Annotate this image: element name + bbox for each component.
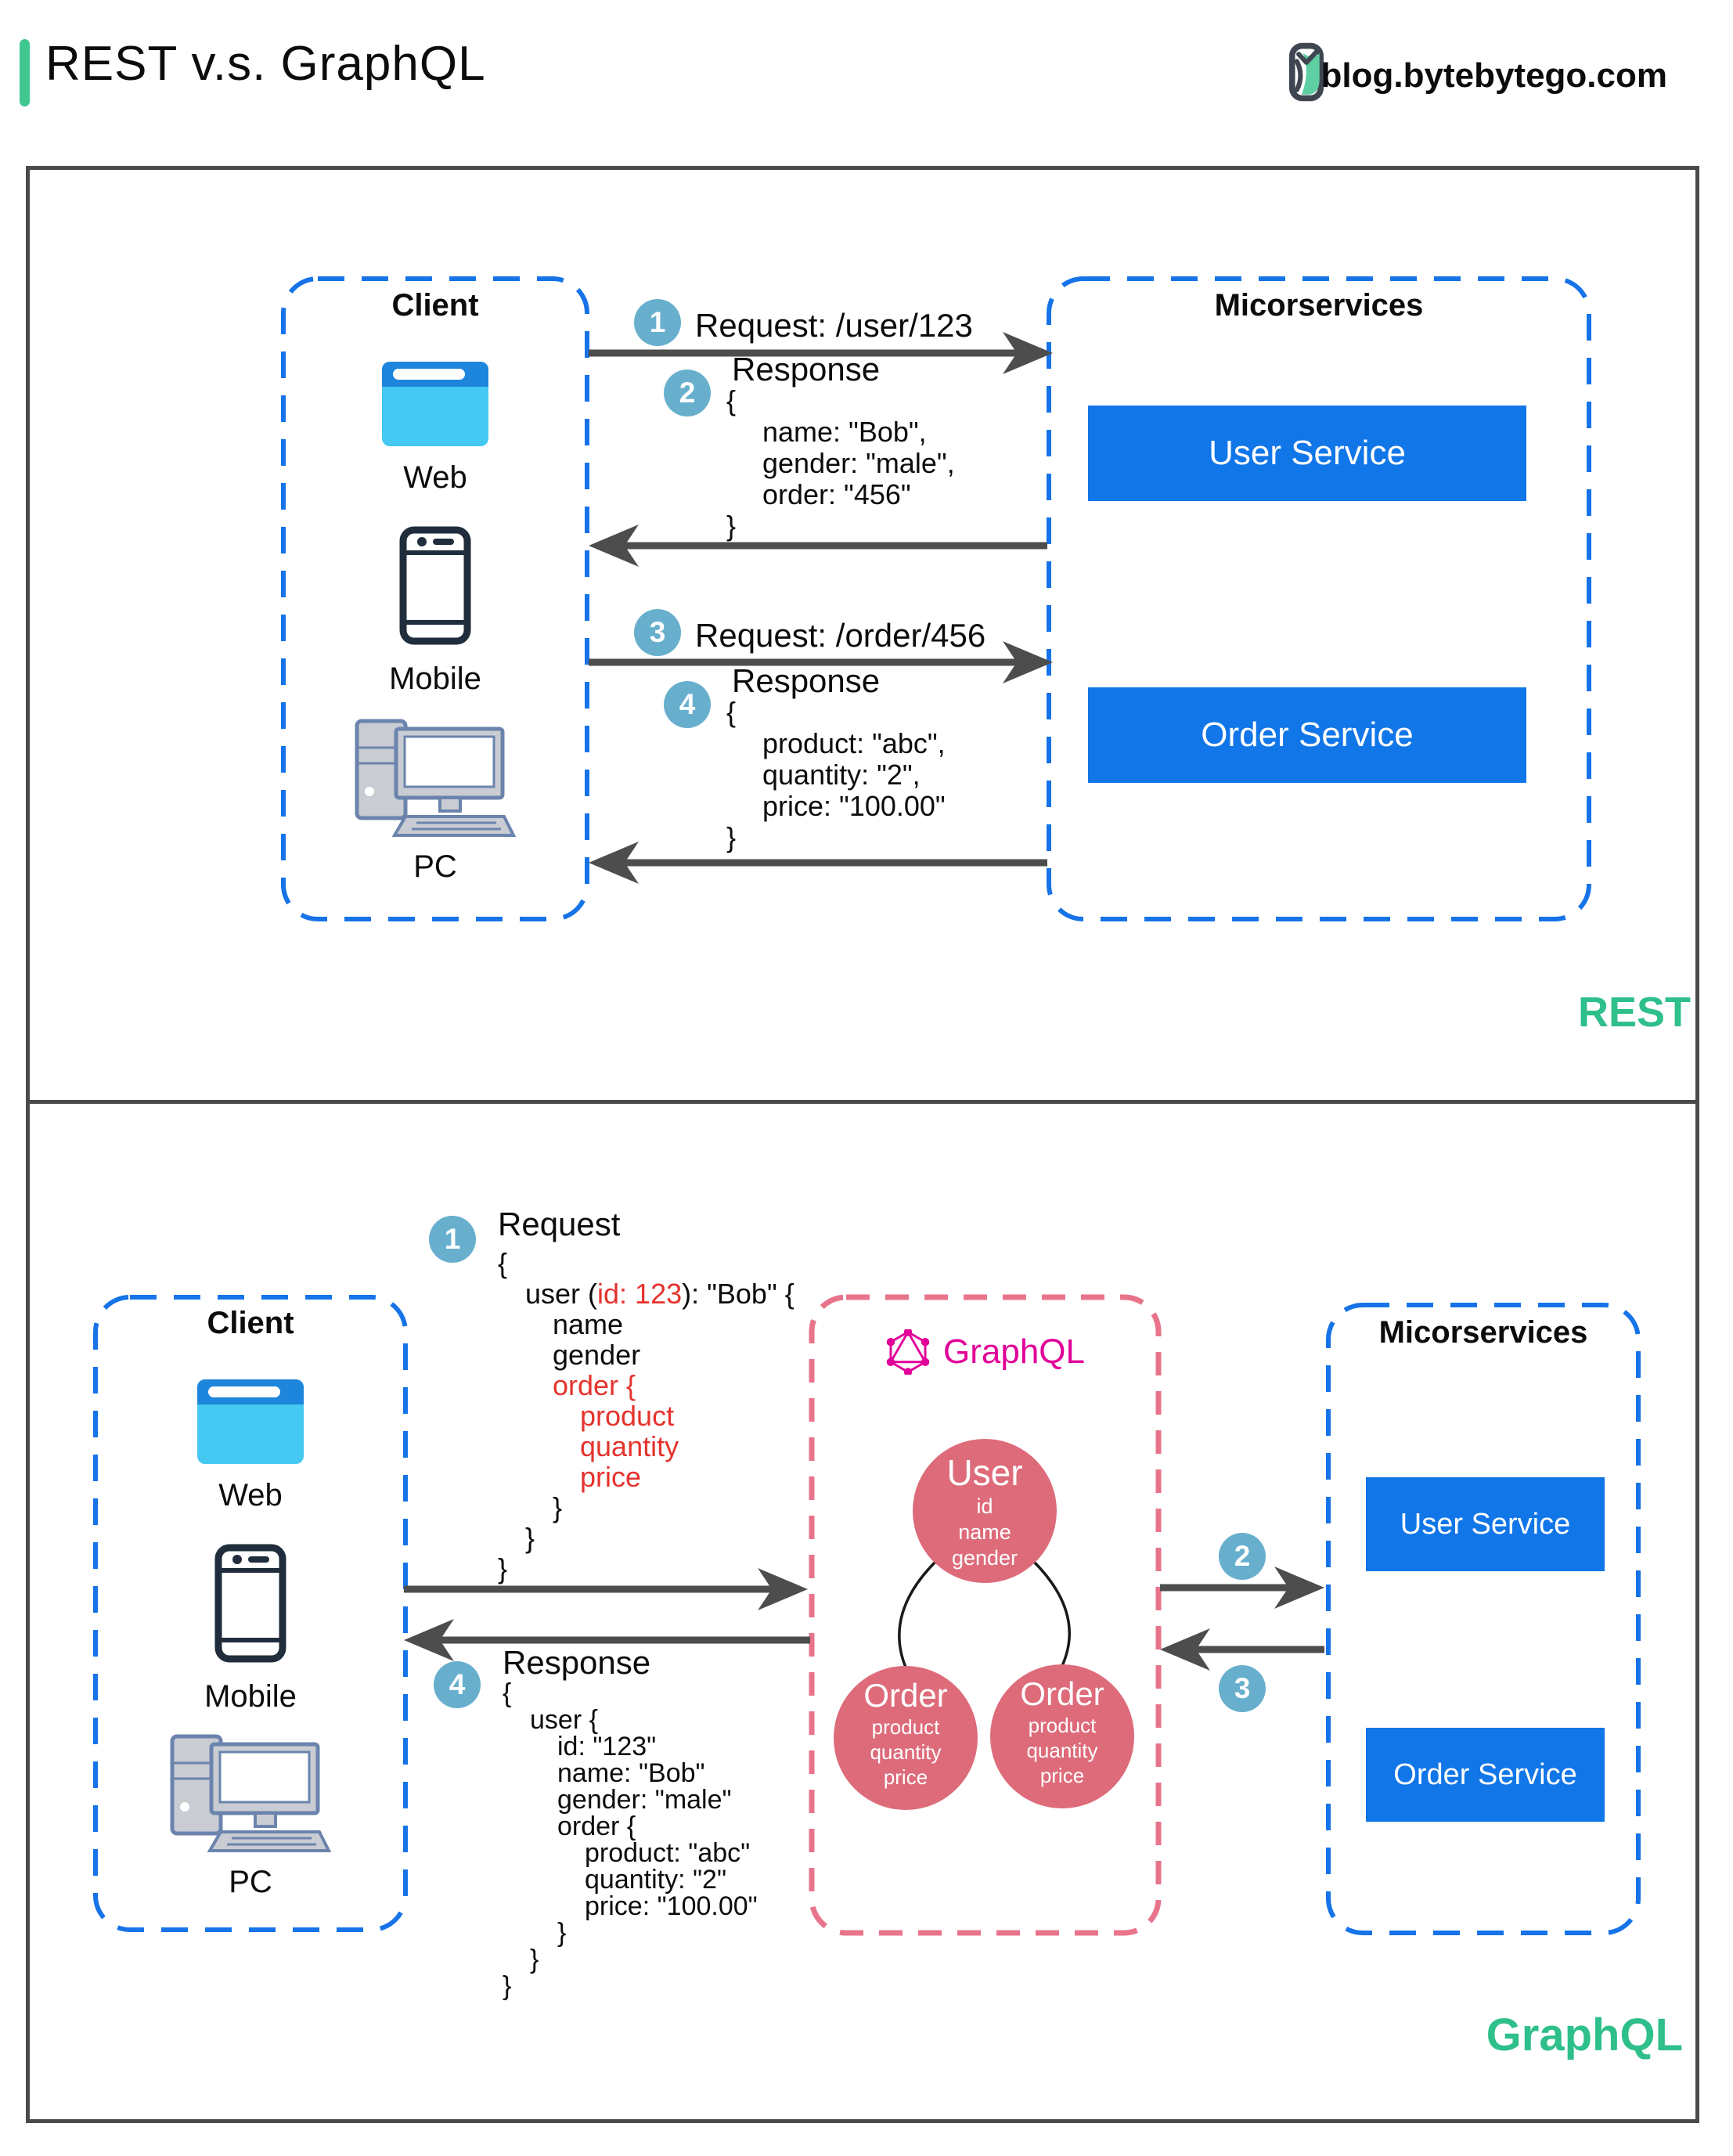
rest-user-service: User Service (1088, 406, 1526, 501)
order-node-field: price (883, 1765, 928, 1789)
order-node-title: Order (863, 1677, 948, 1714)
rest-device-mobile-label: Mobile (389, 662, 481, 696)
order-node-field: quantity (1026, 1739, 1098, 1762)
gql-device-pc-label: PC (229, 1865, 272, 1899)
gql-order-service: Order Service (1366, 1728, 1605, 1822)
rest-microservices-title: Micorservices (1214, 288, 1424, 323)
user-node-field: name (958, 1520, 1011, 1544)
order-node-right (990, 1664, 1134, 1808)
user-node-field: id (976, 1494, 993, 1518)
graphql-corner-label: GraphQL (1486, 2010, 1683, 2060)
order-node-field: product (871, 1715, 940, 1739)
gql-request-json: { user (id: 123): "Bob" { name gender order { product quantity price } } } (498, 1247, 794, 1585)
step-4-badge: 4 (664, 681, 711, 728)
gql-request-label: Request (498, 1206, 621, 1242)
gql-step-3-badge: 3 (1219, 1665, 1266, 1712)
user-node (913, 1439, 1057, 1583)
rest-response-2-label: Response (732, 662, 881, 699)
gql-response-label: Response (503, 1644, 651, 1681)
gql-user-service: User Service (1366, 1477, 1605, 1571)
site-url: blog.bytebytego.com (1320, 56, 1667, 95)
step-1-badge: 1 (634, 299, 681, 346)
rest-request-2-label: Request: /order/456 (695, 617, 986, 654)
rest-corner-label: REST (1577, 989, 1691, 1036)
desktop-computer-icon (166, 1732, 335, 1859)
rest-client-title: Client (391, 288, 479, 323)
gql-device-web-label: Web (218, 1478, 283, 1512)
user-node-field: gender (951, 1546, 1018, 1570)
smartphone-icon (399, 526, 471, 645)
order-node-field: quantity (870, 1740, 942, 1764)
user-node-title: User (946, 1452, 1023, 1493)
gql-response-json: { user { id: "123" name: "Bob" gender: "male" order { product: "abc" quantity: "2" price: "100.00" } } } (503, 1678, 758, 2001)
gql-step-4-badge: 4 (434, 1661, 481, 1708)
rest-response-2-json: { product: "abc", quantity: "2", price: "100.00" } (726, 696, 946, 853)
order-node-left (834, 1666, 978, 1810)
title-accent-bar (20, 39, 30, 106)
smartphone-icon (214, 1544, 286, 1663)
step-3-badge: 3 (634, 609, 681, 656)
gql-microservices-title: Micorservices (1378, 1315, 1588, 1350)
step-2-badge: 2 (664, 370, 711, 416)
graphql-logo-text: GraphQL (943, 1332, 1085, 1371)
bytebytego-logo-icon (1288, 42, 1324, 102)
gql-step-2-badge: 2 (1219, 1533, 1266, 1580)
desktop-computer-icon (351, 716, 520, 843)
gql-device-mobile-label: Mobile (204, 1679, 297, 1714)
browser-window-icon (380, 360, 490, 448)
gql-client-title: Client (207, 1306, 294, 1340)
rest-order-service: Order Service (1088, 687, 1526, 783)
rest-response-1-json: { name: "Bob", gender: "male", order: "456" } (726, 384, 955, 542)
rest-device-web-label: Web (403, 460, 467, 495)
order-node-field: price (1039, 1764, 1085, 1787)
graphql-hexagon-icon (885, 1329, 931, 1375)
browser-window-icon (196, 1378, 305, 1466)
page-title: REST v.s. GraphQL (45, 37, 486, 91)
gql-step-1-badge: 1 (429, 1216, 476, 1263)
graphql-logo (812, 1329, 1158, 1375)
order-node-title: Order (1020, 1675, 1104, 1712)
order-node-field: product (1028, 1714, 1097, 1737)
rest-device-pc-label: PC (413, 849, 457, 884)
rest-request-1-label: Request: /user/123 (695, 307, 973, 344)
rest-response-1-label: Response (732, 351, 881, 388)
